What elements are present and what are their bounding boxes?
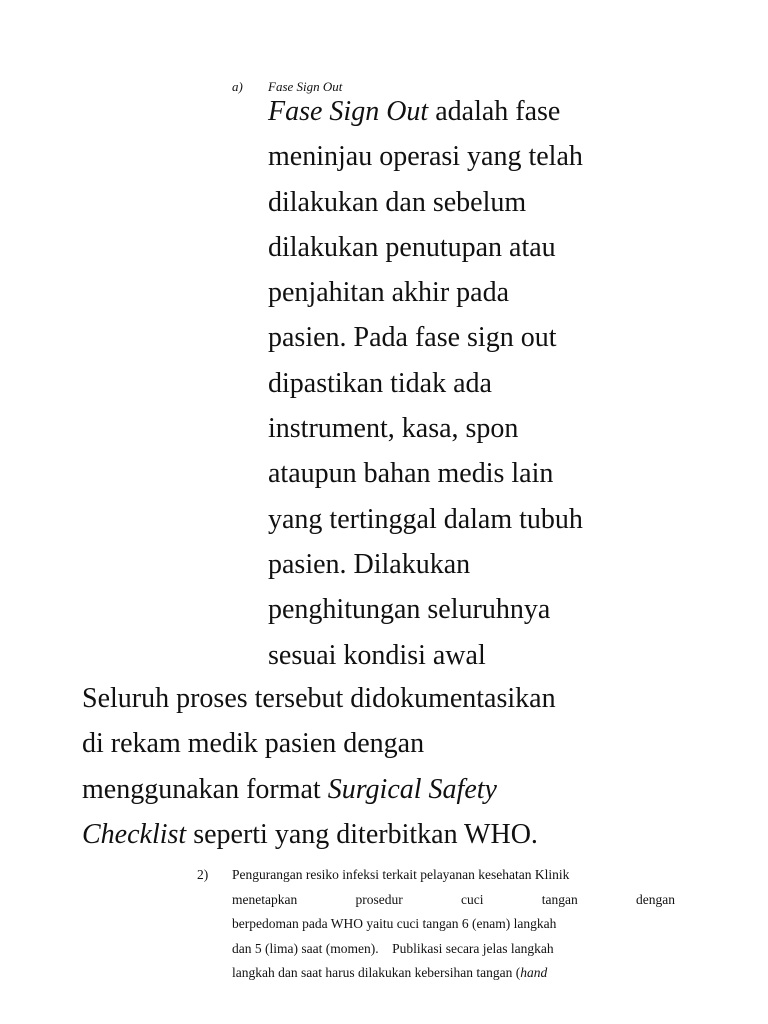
paragraph-line: dan 5 (lima) saat (momen). Publikasi secara jelas langkah — [232, 940, 554, 956]
definition-line: dipastikan tidak ada — [268, 367, 492, 399]
summary-line — [82, 767, 722, 812]
line5-italic: hand — [520, 965, 548, 980]
summary-line3-italic: Surgical Safety — [327, 773, 497, 805]
definition-line: dilakukan dan sebelum — [268, 186, 527, 218]
definition-lead: Fase Sign Out — [268, 96, 429, 127]
definition-line: meninjau operasi yang telah — [268, 141, 583, 173]
word: tangan — [541, 891, 578, 907]
summary-line — [82, 812, 722, 857]
list-item-paragraph — [232, 863, 675, 986]
summary-line4-rest: seperti yang diterbitkan WHO. — [186, 818, 538, 850]
summary-line: Seluruh proses tersebut didokumentasikan — [82, 683, 556, 714]
definition-line — [268, 89, 688, 134]
definition-first-line-rest: adalah fase — [428, 96, 561, 127]
paragraph-line: berpedoman pada WHO yaitu cuci tangan 6 (enam) langkah — [232, 916, 557, 931]
word: menetapkan — [232, 891, 298, 907]
definition-line: pasien. Dilakukan — [268, 548, 471, 580]
definition-line: instrument, kasa, spon — [268, 413, 519, 445]
definition-line: penghitungan seluruhnya — [268, 594, 551, 626]
definition-line: penjahitan akhir pada — [268, 277, 510, 309]
paragraph-line: Pengurangan resiko infeksi terkait pelayanan kesehatan Klinik — [232, 867, 570, 882]
sub-item-marker: a) — [232, 79, 243, 94]
summary-line4-italic: Checklist — [82, 818, 187, 850]
paragraph-line-justified — [232, 888, 675, 913]
paragraph-line — [232, 961, 675, 986]
word: dengan — [635, 891, 675, 907]
definition-line: dilakukan penutupan atau — [268, 231, 556, 263]
summary-paragraph — [82, 676, 722, 857]
list-item-number: 2) — [197, 867, 209, 882]
sub-item-title: Fase Sign Out — [268, 79, 343, 94]
summary-line: di rekam medik pasien dengan — [82, 728, 425, 760]
definition-line: pasien. Pada fase sign out — [268, 322, 557, 354]
word: cuci — [460, 891, 484, 907]
definition-paragraph — [268, 89, 688, 678]
definition-line: sesuai kondisi awal — [268, 639, 486, 671]
definition-line: ataupun bahan medis lain — [268, 458, 554, 490]
definition-line: yang tertinggal dalam tubuh — [268, 503, 583, 535]
line5-start: langkah dan saat harus dilakukan kebersihan tangan ( — [232, 965, 521, 980]
word: prosedur — [355, 891, 403, 907]
summary-line3-start: menggunakan format — [82, 773, 328, 805]
